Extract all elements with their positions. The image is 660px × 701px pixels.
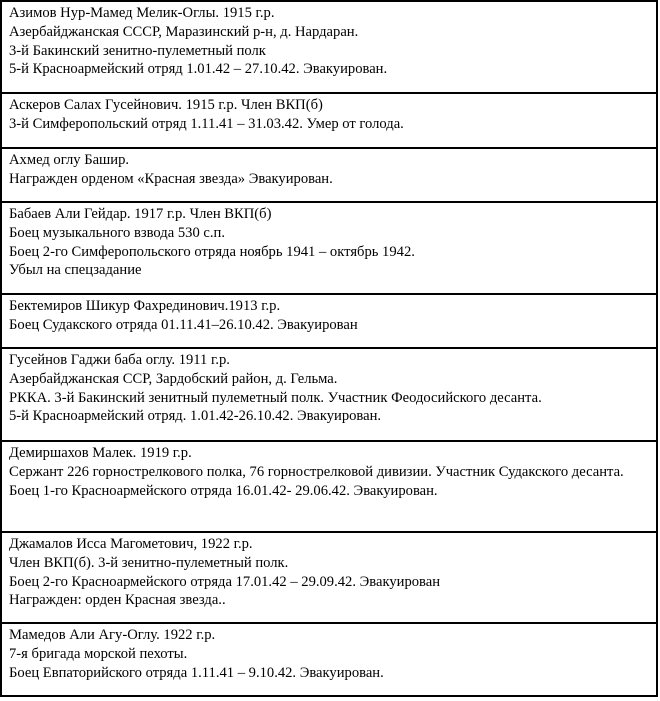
record-line: РККА. 3-й Бакинский зенитный пулеметный полк. Участник Феодосийского десанта. xyxy=(9,389,542,406)
record-line: 7-я бригада морской пехоты. xyxy=(9,645,188,662)
record-entry xyxy=(0,201,658,293)
record-line: Боец 2-го Симферопольского отряда ноябрь 1941 – октябрь 1942. xyxy=(9,243,415,260)
record-entry xyxy=(0,531,658,622)
record-entry xyxy=(0,147,658,201)
record-line: Джамалов Исса Магометович, 1922 г.р. xyxy=(9,536,253,552)
record-line: 5-й Красноармейский отряд. 1.01.42-26.10.42. Эвакуирован. xyxy=(9,408,382,425)
record-line: Аскеров Салах Гусейнович. 1915 г.р. Член ВКП(б) xyxy=(9,97,323,113)
record-line: Убыл на спецзадание xyxy=(9,262,142,279)
record-line: Сержант 226 горнострелкового полка, 76 горнострелковой дивизии. Участник Судакского десанта. xyxy=(9,463,624,480)
record-line: 5-й Красноармейский отряд 1.01.42 – 27.10.42. Эвакуирован. xyxy=(9,61,388,78)
record-line: Награжден орденом «Красная звезда» Эвакуирован. xyxy=(9,170,333,187)
record-line: Боец музыкального взвода 530 с.п. xyxy=(9,224,225,241)
record-line: Азербайджанская ССР, Зардобский район, д. Гельма. xyxy=(9,370,338,387)
record-line: Боец Судакского отряда 01.11.41–26.10.42. Эвакуирован xyxy=(9,316,358,333)
record-line: Гусейнов Гаджи баба оглу. 1911 г.р. xyxy=(9,352,230,368)
record-line: Бабаев Али Гейдар. 1917 г.р. Член ВКП(б) xyxy=(9,206,272,222)
record-line: 3-й Бакинский зенитно-пулеметный полк xyxy=(9,42,266,59)
record-entry xyxy=(0,92,658,147)
record-entry xyxy=(0,622,658,697)
record-line: Боец Евпаторийского отряда 1.11.41 – 9.10.42. Эвакуирован. xyxy=(9,664,384,681)
record-line: Бектемиров Шикур Фахрединович.1913 г.р. xyxy=(9,298,281,314)
record-line: Азербайджанская СССР, Маразинский р-н, д. Нардаран. xyxy=(9,23,359,40)
record-line: Боец 1-го Красноармейского отряда 16.01.42- 29.06.42. Эвакуирован. xyxy=(9,482,438,499)
record-line: 3-й Симферопольский отряд 1.11.41 – 31.03.42. Умер от голода. xyxy=(9,115,404,132)
record-line: Азимов Нур-Мамед Мелик-Оглы. 1915 г.р. xyxy=(9,5,275,21)
record-line: Член ВКП(б). 3-й зенитно-пулеметный полк. xyxy=(9,554,289,571)
record-line: Мамедов Али Агу-Оглу. 1922 г.р. xyxy=(9,627,216,643)
record-line: Награжден: орден Красная звезда.. xyxy=(9,592,226,609)
record-entry xyxy=(0,0,658,92)
record-line: Ахмед оглу Башир. xyxy=(9,152,130,168)
record-line: Боец 2-го Красноармейского отряда 17.01.42 – 29.09.42. Эвакуирован xyxy=(9,573,441,590)
record-entry xyxy=(0,440,658,531)
record-line: Демиршахов Малек. 1919 г.р. xyxy=(9,445,192,461)
record-entry xyxy=(0,347,658,440)
record-entry xyxy=(0,293,658,347)
